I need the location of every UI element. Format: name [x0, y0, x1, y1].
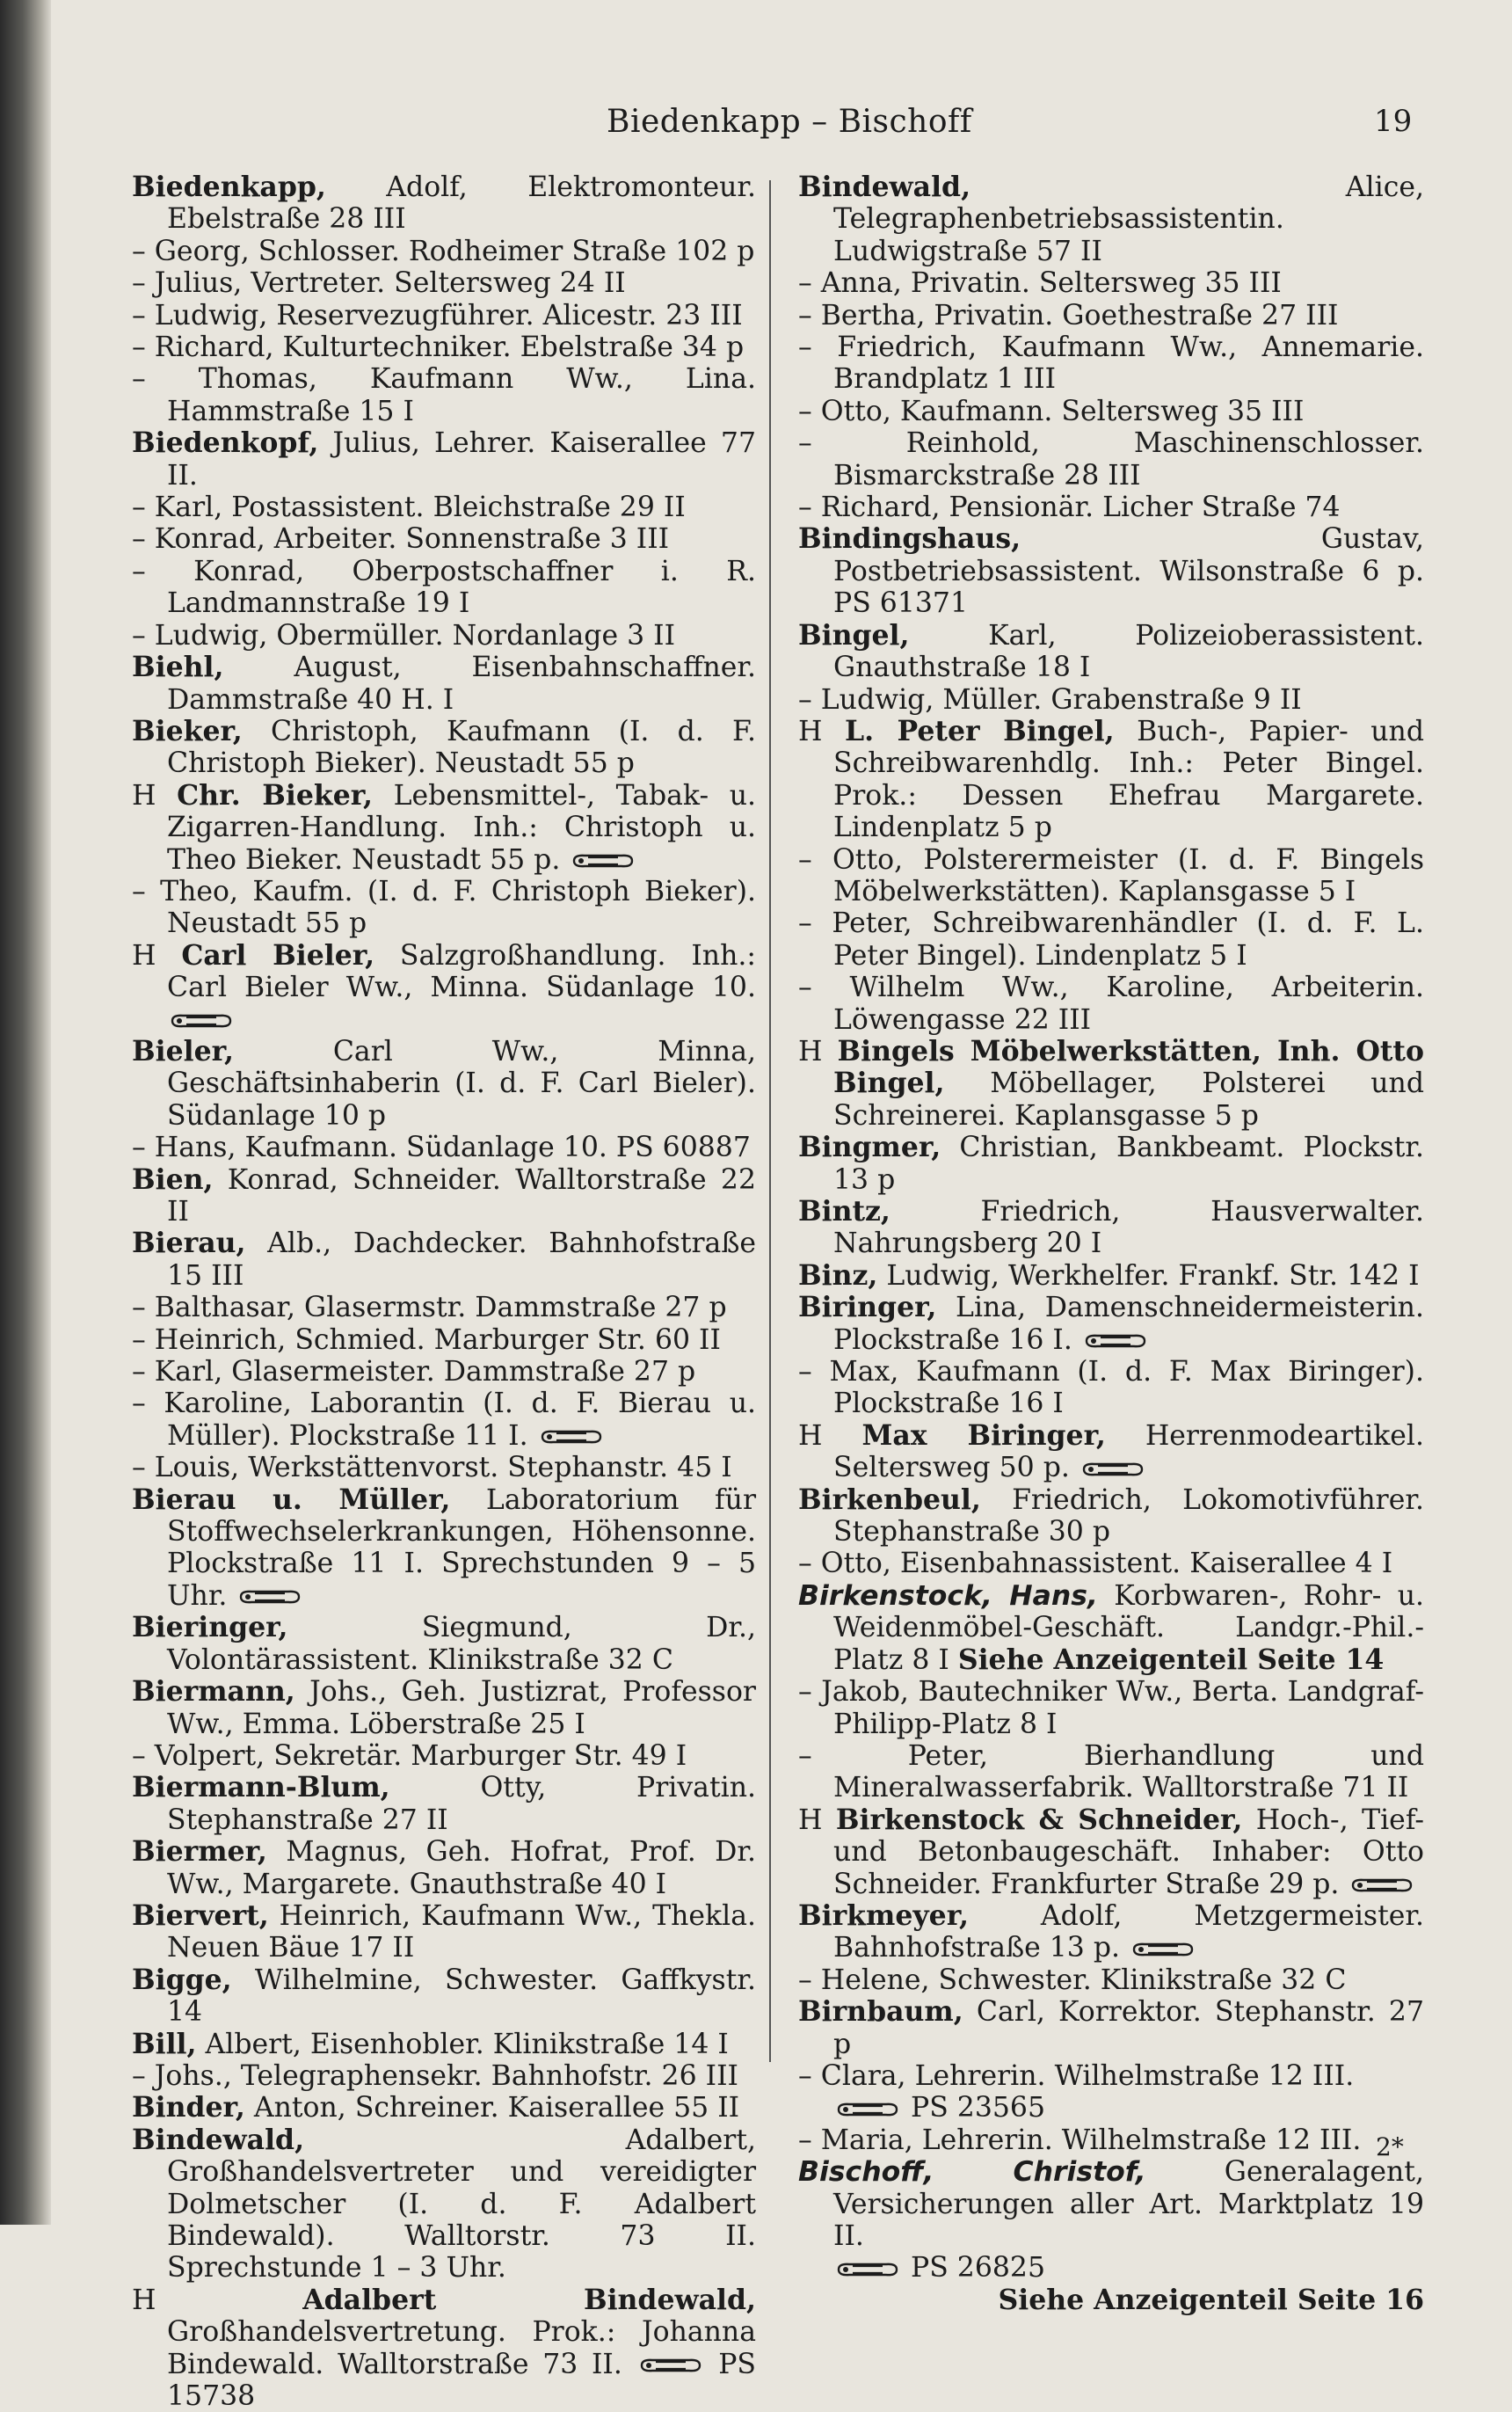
commercial-marker: H: [798, 1035, 838, 1068]
advert-reference-text: Siehe Anzeigenteil Seite 14: [957, 1643, 1385, 1676]
entry-surname: Bingmer,: [798, 1131, 941, 1164]
entry-details: – Georg, Schlosser. Rodheimer Straße 102 p: [132, 235, 755, 267]
entry-surname: Bindewald,: [798, 171, 971, 203]
family-sub-entry: [798, 396, 1424, 427]
entry-details: Konrad, Schneider. Walltorstraße 22 II: [167, 1163, 756, 1228]
telephone-icon: [837, 2261, 898, 2278]
family-sub-entry: [798, 492, 1424, 523]
directory-entry: [798, 1900, 1424, 1964]
entry-details: Möbellager, Polsterei und Schreinerei. Kaplansgasse 5 p: [833, 1068, 1424, 1132]
family-sub-entry: [798, 2060, 1424, 2092]
directory-entry: [798, 171, 1424, 267]
family-sub-entry: [132, 1452, 756, 1483]
entry-surname: Binder,: [132, 2091, 245, 2124]
entry-details: – Julius, Vertreter. Seltersweg 24 II: [132, 267, 626, 300]
entry-details: Anton, Schreiner. Kaiserallee 55 II: [244, 2092, 740, 2124]
entry-details: – Peter, Schreibwarenhändler (I. d. F. L. Peter Bingel). Lindenplatz 5 I: [798, 907, 1424, 972]
telephone-icon: [572, 852, 634, 870]
family-sub-entry: [798, 300, 1424, 332]
entry-details: – Otto, Eisenbahnassistent. Kaiserallee 4 I: [798, 1548, 1393, 1580]
telephone-icon: [239, 1588, 301, 1606]
family-sub-entry: [132, 363, 756, 427]
entry-details: – Reinhold, Maschinenschlosser. Bismarckstraße 28 III: [798, 427, 1424, 492]
telephone-icon: [1351, 1876, 1413, 1894]
family-sub-entry: [798, 1676, 1424, 1740]
directory-entry: [132, 1484, 756, 1613]
family-sub-entry: [132, 1132, 756, 1163]
entry-details: Wilhelmine, Schwester. Gaffkystr. 14: [167, 1964, 756, 2029]
right-column: [798, 171, 1424, 2316]
entry-details: Johs., Geh. Justizrat, Professor Ww., Emma. Löberstraße 25 I: [167, 1676, 756, 1740]
entry-surname: L. Peter Bingel,: [844, 714, 1115, 747]
column-divider: [769, 180, 771, 2062]
directory-entry: [132, 1964, 756, 2029]
entry-surname: Bien,: [132, 1162, 214, 1196]
entry-details: – Karl, Postassistent. Bleichstraße 29 II: [132, 492, 686, 524]
entry-details: August, Eisenbahnschaffner. Dammstraße 40 H. I: [167, 652, 756, 716]
entry-details: Lebensmittel-, Tabak- u. Zigarren-Handlung. Inh.: Christoph u. Theo Bieker. Neustadt 55 p.: [167, 779, 756, 876]
entry-details: Herrenmodeartikel. Seltersweg 50 p.: [833, 1419, 1425, 1484]
advert-reference: [798, 2284, 1424, 2316]
advert-reference-text: Siehe Anzeigenteil Seite 16: [998, 2283, 1424, 2316]
entry-surname: Bieker,: [132, 714, 243, 747]
directory-entry: [798, 620, 1424, 684]
entry-surname: Birnbaum,: [798, 1995, 963, 2029]
directory-entry: [132, 2124, 756, 2284]
entry-details: – Johs., Telegraphensekr. Bahnhofstr. 26 III: [132, 2059, 738, 2092]
commercial-marker: H: [798, 715, 845, 747]
family-sub-entry: [798, 427, 1424, 492]
entry-details: – Karoline, Laborantin (I. d. F. Bierau u. Müller). Plockstraße 11 I.: [132, 1388, 756, 1452]
family-sub-entry: [798, 1356, 1424, 1420]
entry-details: – Peter, Bierhandlung und Mineralwasserfabrik. Walltorstraße 71 II: [798, 1739, 1424, 1804]
business-entry: [798, 1036, 1424, 1132]
entry-details: – Jakob, Bautechniker Ww., Berta. Landgraf-Philipp-Platz 8 I: [798, 1676, 1424, 1740]
entry-details: Otty, Privatin. Stephanstraße 27 II: [167, 1772, 756, 1836]
entry-surname-italic: Bischoff, Christof,: [798, 2156, 1146, 2189]
entry-details: Buch-, Papier- und Schreibwarenhdlg. Inh.: Peter Bingel. Prok.: Dessen Ehefrau Margarete. Lindenplatz 5 p: [833, 715, 1424, 844]
entry-surname: Binz,: [798, 1258, 878, 1292]
family-sub-entry: [132, 2060, 756, 2092]
entry-details: – Otto, Kaufmann. Seltersweg 35 III: [798, 395, 1305, 427]
entry-surname: Bingel,: [798, 618, 910, 652]
family-sub-entry: [132, 1292, 756, 1323]
entry-details: Christoph, Kaufmann (I. d. F. Christoph Bieker). Neustadt 55 p: [167, 715, 756, 780]
entry-details: – Louis, Werkstättenvorst. Stephanstr. 45 I: [132, 1452, 732, 1484]
entry-details: – Thomas, Kaufmann Ww., Lina. Hammstraße 15 I: [132, 363, 756, 427]
phone-number: PS 15738: [167, 2348, 756, 2412]
entry-details: – Volpert, Sekretär. Marburger Str. 49 I: [132, 1739, 687, 1772]
entry-details: Hoch-, Tief- und Betonbaugeschäft. Inhaber: Otto Schneider. Frankfurter Straße 29 p.: [833, 1804, 1425, 1900]
page-header: [0, 104, 1512, 157]
family-sub-entry: [132, 300, 756, 332]
telephone-icon: [1082, 1461, 1144, 1478]
entry-details: Albert, Eisenhobler. Klinikstraße 14 I: [196, 2028, 729, 2060]
family-sub-entry: [798, 1548, 1424, 1579]
family-sub-entry: [798, 1740, 1424, 1804]
page-number: 19: [1374, 104, 1413, 139]
family-sub-entry: [798, 972, 1424, 1036]
family-sub-entry: [798, 2124, 1424, 2156]
family-sub-entry: [132, 876, 756, 940]
entry-surname: Birkenstock & Schneider,: [835, 1803, 1243, 1836]
entry-details: Großhandelsvertretung. Prok.: Johanna Bindewald. Walltorstraße 73 II.: [167, 2316, 756, 2380]
directory-entry: [132, 1164, 756, 1228]
directory-entry: [132, 1612, 756, 1676]
entry-details: Ludwig, Werkhelfer. Frankf. Str. 142 I: [877, 1259, 1420, 1292]
telephone-icon: [1132, 1941, 1194, 1958]
directory-entry: [132, 2029, 756, 2060]
family-sub-entry: [798, 907, 1424, 972]
entry-surname: Bindingshaus,: [798, 522, 1021, 556]
entry-details: – Konrad, Arbeiter. Sonnenstraße 3 III: [132, 523, 670, 556]
entry-details: – Balthasar, Glasermstr. Dammstraße 27 p: [132, 1292, 727, 1324]
entry-details: Adalbert, Großhandelsvertreter und vereidigter Dolmetscher (I. d. F. Adalbert Bindewald). Walltorstr. 73 II. Sprechstunde 1 – 3 Uhr.: [167, 2124, 756, 2284]
entry-details: – Heinrich, Schmied. Marburger Str. 60 II: [132, 1323, 721, 1356]
family-sub-entry: [132, 267, 756, 299]
directory-entry: [132, 1900, 756, 1964]
family-sub-entry: [798, 332, 1424, 396]
directory-entry: [132, 652, 756, 716]
entry-surname: Adalbert Bindewald,: [302, 2283, 756, 2316]
entry-details: Friedrich, Lokomotivführer. Stephanstraße 30 p: [833, 1483, 1424, 1548]
business-entry: [132, 2284, 756, 2412]
directory-entry: [798, 1196, 1424, 1260]
entry-details: – Hans, Kaufmann. Südanlage 10. PS 60887: [132, 1132, 751, 1164]
telephone-icon: [171, 1012, 232, 1030]
family-sub-entry: [132, 1740, 756, 1772]
entry-details: – Karl, Glasermeister. Dammstraße 27 p: [132, 1356, 696, 1388]
business-entry: [798, 1804, 1424, 1900]
left-column: [132, 171, 756, 2412]
directory-entry: [132, 1836, 756, 1900]
entry-details: Heinrich, Kaufmann Ww., Thekla. Neuen Bäue 17 II: [167, 1899, 756, 1964]
entry-details: – Wilhelm Ww., Karoline, Arbeiterin. Löwengasse 22 III: [798, 972, 1424, 1036]
family-sub-entry: [132, 236, 756, 267]
entry-surname: Bigge,: [132, 1963, 232, 1996]
directory-entry: [798, 1132, 1424, 1196]
entry-surname: Bingels Möbelwerkstätten, Inh. Otto Bingel,: [833, 1034, 1424, 1100]
entry-details: – Max, Kaufmann (I. d. F. Max Biringer). Plockstraße 16 I: [798, 1356, 1424, 1420]
business-entry: [798, 716, 1424, 844]
directory-entry: [132, 716, 756, 780]
entry-details: – Ludwig, Obermüller. Nordanlage 3 II: [132, 619, 676, 652]
entry-details: Lina, Damenschneidermeisterin. Plockstraße 16 I.: [833, 1292, 1424, 1356]
entry-details: Adolf, Elektromonteur. Ebelstraße 28 III: [167, 171, 756, 236]
entry-details: Laboratorium für Stoffwechselerkrankungen, Höhensonne. Plockstraße 11 I. Sprechstunden 9 – 5 Uhr.: [167, 1483, 756, 1612]
family-sub-entry: [132, 556, 756, 620]
entry-details: Karl, Polizeioberassistent. Gnauthstraße 18 I: [833, 619, 1424, 684]
entry-surname: Bill,: [132, 2027, 197, 2060]
directory-entry: [132, 1772, 756, 1836]
family-sub-entry: [132, 332, 756, 363]
directory-entry: [798, 2156, 1424, 2252]
entry-details: – Richard, Kulturtechniker. Ebelstraße 34 p: [132, 332, 745, 364]
directory-entry: [798, 1260, 1424, 1292]
business-entry: [798, 1420, 1424, 1484]
family-sub-entry: [798, 684, 1424, 716]
directory-entry: [798, 523, 1424, 619]
telephone-line: [798, 2252, 1424, 2284]
signature-mark: 2*: [1376, 2132, 1404, 2161]
entry-details: Carl Ww., Minna, Geschäftsinhaberin (I. d. F. Carl Bieler). Südanlage 10 p: [167, 1035, 756, 1132]
entry-details: Friedrich, Hausverwalter. Nahrungsberg 20 I: [833, 1196, 1424, 1260]
entry-surname: Biringer,: [798, 1291, 937, 1324]
book-spine-shadow: [0, 0, 51, 2225]
entry-surname: Biervert,: [132, 1898, 269, 1932]
phone-number: PS 23565: [902, 2092, 1046, 2124]
entry-details: – Anna, Privatin. Seltersweg 35 III: [798, 267, 1282, 300]
family-sub-entry: [798, 267, 1424, 299]
telephone-icon: [640, 2357, 701, 2374]
business-entry: [132, 940, 756, 1036]
family-sub-entry: [132, 620, 756, 652]
business-entry: [132, 780, 756, 876]
entry-details: Alb., Dachdecker. Bahnhofstraße 15 III: [167, 1228, 756, 1292]
entry-details: – Richard, Pensionär. Licher Straße 74: [798, 492, 1341, 524]
entry-details: – Maria, Lehrerin. Wilhelmstraße 12 III.: [798, 2124, 1362, 2156]
entry-details: – Ludwig, Reservezugführer. Alicestr. 23 III: [132, 299, 743, 332]
family-sub-entry: [132, 1388, 756, 1452]
commercial-marker: H: [132, 779, 178, 812]
entry-surname: Max Biringer,: [861, 1418, 1106, 1452]
entry-surname: Bieringer,: [132, 1611, 288, 1644]
entry-details: Magnus, Geh. Hofrat, Prof. Dr. Ww., Margarete. Gnauthstraße 40 I: [167, 1836, 756, 1900]
entry-details: – Clara, Lehrerin. Wilhelmstraße 12 III.: [798, 2059, 1355, 2092]
directory-entry: [132, 171, 756, 236]
directory-entry: [132, 1036, 756, 1132]
telephone-icon: [837, 2101, 898, 2118]
directory-entry: [798, 1484, 1424, 1548]
directory-entry: [132, 427, 756, 492]
entry-surname: Biermer,: [132, 1835, 267, 1869]
telephone-icon: [1085, 1332, 1146, 1350]
entry-details: – Theo, Kaufm. (I. d. F. Christoph Bieker). Neustadt 55 p: [132, 875, 756, 940]
entry-surname: Biermann-Blum,: [132, 1771, 390, 1804]
entry-details: – Helene, Schwester. Klinikstraße 32 C: [798, 1964, 1347, 1996]
entry-surname: Birkenbeul,: [798, 1483, 981, 1516]
entry-surname: Bindewald,: [132, 2123, 305, 2156]
directory-entry: [132, 2092, 756, 2124]
family-sub-entry: [132, 1356, 756, 1388]
directory-entry: [132, 1676, 756, 1740]
entry-details: Gustav, Postbetriebsassistent. Wilsonstraße 6 p. PS 61371: [833, 523, 1424, 620]
phone-number: PS 26825: [902, 2252, 1046, 2284]
directory-entry: [798, 1292, 1424, 1356]
commercial-marker: H: [798, 1419, 862, 1452]
entry-surname: Biedenkopf,: [132, 426, 319, 460]
entry-details: Carl, Korrektor. Stephanstr. 27 p: [833, 1996, 1424, 2060]
entry-details: – Bertha, Privatin. Goethestraße 27 III: [798, 299, 1339, 332]
entry-surname: Bierau,: [132, 1227, 246, 1260]
entry-details: – Ludwig, Müller. Grabenstraße 9 II: [798, 683, 1302, 716]
entry-surname: Biermann,: [132, 1675, 295, 1709]
entry-surname: Biedenkapp,: [132, 171, 326, 203]
telephone-icon: [541, 1428, 602, 1446]
entry-surname: Chr. Bieker,: [177, 778, 374, 812]
entry-surname: Bieler,: [132, 1034, 234, 1068]
commercial-marker: H: [132, 2284, 303, 2316]
telephone-line: [798, 2092, 1424, 2124]
entry-details: – Konrad, Oberpostschaffner i. R. Landmannstraße 19 I: [132, 555, 756, 620]
entry-details: – Friedrich, Kaufmann Ww., Annemarie. Brandplatz 1 III: [798, 332, 1424, 396]
family-sub-entry: [798, 1964, 1424, 1996]
directory-entry: [132, 1228, 756, 1292]
entry-details: – Otto, Polsterermeister (I. d. F. Bingels Möbelwerkstätten). Kaplansgasse 5 I: [798, 843, 1424, 907]
family-sub-entry: [132, 523, 756, 555]
running-title: Biedenkapp – Bischoff: [607, 104, 972, 140]
entry-surname: Biehl,: [132, 651, 224, 684]
entry-surname: Bierau u. Müller,: [132, 1483, 451, 1516]
family-sub-entry: [132, 1324, 756, 1356]
commercial-marker: H: [132, 939, 182, 972]
entry-details: Generalagent, Versicherungen aller Art. Marktplatz 19 II.: [833, 2156, 1424, 2252]
family-sub-entry: [132, 492, 756, 523]
commercial-marker: H: [798, 1804, 836, 1836]
entry-details: Siegmund, Dr., Volontärassistent. Klinikstraße 32 C: [167, 1612, 756, 1676]
directory-entry: [798, 1580, 1424, 1676]
entry-details: Julius, Lehrer. Kaiserallee 77 II.: [167, 427, 756, 492]
directory-entry: [798, 1996, 1424, 2060]
entry-surname-italic: Birkenstock, Hans,: [798, 1579, 1098, 1612]
entry-surname: Bintz,: [798, 1195, 890, 1228]
entry-surname: Carl Bieler,: [181, 938, 375, 972]
entry-surname: Birkmeyer,: [798, 1898, 969, 1932]
entry-details: Adolf, Metzgermeister. Bahnhofstraße 13 p.: [833, 1899, 1424, 1964]
entry-details: Christian, Bankbeamt. Plockstr. 13 p: [833, 1132, 1424, 1196]
entry-details: Korbwaren-, Rohr- u. Weidenmöbel-Geschäft. Landgr.-Phil.-Platz 8 I: [833, 1579, 1424, 1676]
entry-details: Salzgroßhandlung. Inh.: Carl Bieler Ww., Minna. Südanlage 10.: [167, 939, 756, 1004]
entry-details: Alice, Telegraphenbetriebsassistentin. Ludwigstraße 57 II: [833, 171, 1424, 267]
family-sub-entry: [798, 844, 1424, 908]
